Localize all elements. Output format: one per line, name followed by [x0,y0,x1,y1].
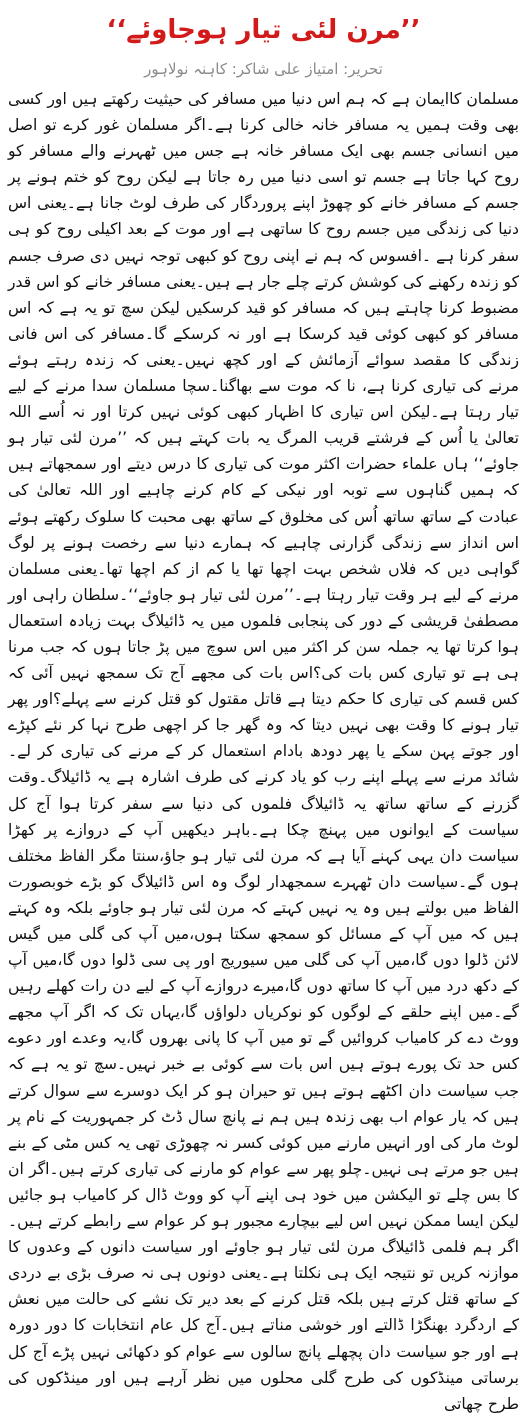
article-byline: تحریر: امتیاز علی شاکر: کاہنہ نولاہور [144,60,383,78]
article-title: ’’مرن لئی تیار ہوجاوئے‘‘ [106,15,421,45]
article-body: مسلمان کاایمان ہے کہ ہم اس دنیا میں مسافر کی حیثیت رکھتے ہیں اور کسی بھی وقت ہمیں یہ مسافر خانہ خالی کرنا ہے۔اگر مسلمان غور کرے تو اصل میں انسانی جسم بھی ایک مسافر خانہ ہے جس میں ٹھہرنے والے مسافر کو روح کہا جاتا ہے جسم تو اسی دنیا میں رہ جاتا ہے لیکن روح کو ختم ہونے پر جسم کے مسافر خانے کو چھوڑ اپنے پروردگار کی طرف لوٹ جانا ہے۔یعنی اس دنیا کی زندگی میں جسم روح کا ساتھی ہے اور موت کے بعد اکیلی روح کو ہی سفر کرنا ہے ۔افسوس کہ ہم نے اپنی روح کو کبھی توجہ نہیں دی صرف جسم کو زندہ رکھنے کی کوشش کرتے چلے جار ہے ہیں۔یعنی مسافر خانے کو اس قدر مضبوط کرنا چاہتے ہیں کہ مسافر کو قید کرسکیں لیکن سچ تو یہ ہے کہ اس مسافر کو کبھی کوئی قید کرسکا ہے اور نہ کرسکے گا۔مسافر کی اس فانی زندگی کا مقصد سوائے آزمائش کے اور کچھ نہیں۔یعنی کہ زندہ رہتے ہوئے مرنے کی تیاری کرنا ہے، نا کہ موت سے بھاگنا۔سچا مسلمان سدا مرنے کے لیے تیار رہتا ہے۔لیکن اس تیاری کا اظہار کبھی کوئی نہیں کرتا اور نہ اُسے اللہ تعالیٰ یا اُس کے فرشتے قریب المرگ یہ بات کہتے ہیں کہ ’’مرن لئی تیار ہو جاوئے‘‘ ہاں علماء حضرات اکثر موت کی تیاری کا درس دیتے اور سمجھاتے ہیں کہ ہمیں گناہوں سے توبہ اور نیکی کے کام کرنے چاہیے اور اللہ تعالیٰ کی عبادت کے ساتھ ساتھ اُس کی مخلوق کے ساتھ بھی محبت کا سلوک رکھتے ہوئے اس انداز سے زندگی گزارنی چاہیے کہ ہمارے دنیا سے رخصت ہونے پر لوگ گواہی دیں کہ فلاں شخص بہت اچھا تھا یا کم از کم اچھا تھا۔یعنی مسلمان مرنے کے لیے ہر وقت تیار رہتا ہے۔’’مرن لئی تیار ہو جاوئے‘‘۔سلطان راہی اور مصطفیٰ قریشی کے دور کی پنجابی فلموں میں یہ ڈائیلاگ بہت زیادہ استعمال ہوا کرتا تھا یہ جملہ سن کر اکثر میں اس سوچ میں پڑ جاتا ہوں کہ جب مرنا ہی ہے تو تیاری کس بات کی؟اس بات کی مجھے آج تک سمجھ نہیں آئی کہ کس قسم کی تیاری کا حکم دیتا ہے قاتل مقتول کو قتل کرنے سے پہلے؟اور پھر تیار ہونے کا وقت بھی نہیں دیتا کہ وہ گھر جا کر اچھی طرح نہا کر نئے کپڑے اور جوتے پہن سکے یا پھر دودھ بادام استعمال کر کے مرنے کی تیاری کر لے۔شائد مرنے سے پہلے اپنے رب کو یاد کرنے کی طرف اشارہ ہے یہ ڈائیلاگ۔وقت گزرنے کے ساتھ ساتھ یہ ڈائیلاگ فلموں کی دنیا سے سفر کرتا ہوا آج کل سیاست کے ایوانوں میں پہنچ چکا ہے۔باہر دیکھیں آپ کے دروازے پر کھڑا سیاست دان یہی کہنے آیا ہے کہ مرن لئی تیار ہو جاؤ،سنتا مگر الفاظ مختلف ہوں گے۔سیاست دان ٹھہرے سمجھدار لوگ وہ اس ڈائیلاگ کو بڑے خوبصورت الفاظ میں بولتے ہیں وہ یہ نہیں کہتے کہ مرن لئی تیار ہو جاوئے بلکہ وہ کہتے ہیں کہ میں آپ کے مسائل کو سمجھ سکتا ہوں،میں آپ کی گلی میں گیس لائن ڈلوا دوں گا،میں آپ کی گلی میں سیوریج اور پی سی ڈلوا دوں گا،میں آپ کے دکھ درد میں آپ کا ساتھ دوں گا،میرے دروازے آپ کے لیے دن رات کھلے رہیں گے۔میں اپنے حلقے کے لوگوں کو نوکریاں دلواؤں گا،یہاں تک کہ اگر آپ مجھے ووٹ دے کر کامیاب کروائیں گے تو میں آپ کا پانی بھروں گا،یہ وعدے اور دعوے کس حد تک پورے ہوتے ہیں اس بات سے کوئی بے خبر نہیں۔سچ تو یہ ہے کہ جب سیاست دان اکٹھے ہوتے ہیں تو حیران ہو کر ایک دوسرے سے سوال کرتے ہیں کہ یار عوام اب بھی زندہ ہیں ہم نے پانچ سال ڈٹ کر جمہوریت کے نام پر لوٹ مار کی اور انہیں مارنے میں کوئی کسر نہ چھوڑی تھی یہ کس مٹی کے بنے ہیں جو مرتے ہی نہیں۔چلو پھر سے عوام کو مارنے کی تیاری کرتے ہیں۔اگر ان کا بس چلے تو الیکشن میں خود ہی اپنے آپ کو ووٹ ڈال کر کامیاب ہو جائیں لیکن ایسا ممکن نہیں اس لیے بیچارے مجبور ہو کر عوام سے رابطے کرتے ہیں۔اگر ہم فلمی ڈائیلاگ مرن لئی تیار ہو جاوئے اور سیاست دانوں کے وعدوں کا موازنہ کریں تو نتیجہ ایک ہی نکلتا ہے۔یعنی دونوں ہی نہ صرف بڑی بے دردی کے ساتھ قتل کرتے ہیں بلکہ قتل کرنے کے بعد دیر تک نشے کی حالت میں نعش کے اردگرد بھنگڑا ڈالتے اور خوشی مناتے ہیں۔آج کل عام انتخابات کا دور دورہ ہے اور جو سیاست دان پچھلے پانچ سالوں سے عوام کو دکھائی نہیں پڑے آج کل برساتی مینڈکوں کی طرح گلی محلوں میں نظر آرہے ہیں اور مینڈکوں کی طرح چھاتی [8,90,519,1413]
